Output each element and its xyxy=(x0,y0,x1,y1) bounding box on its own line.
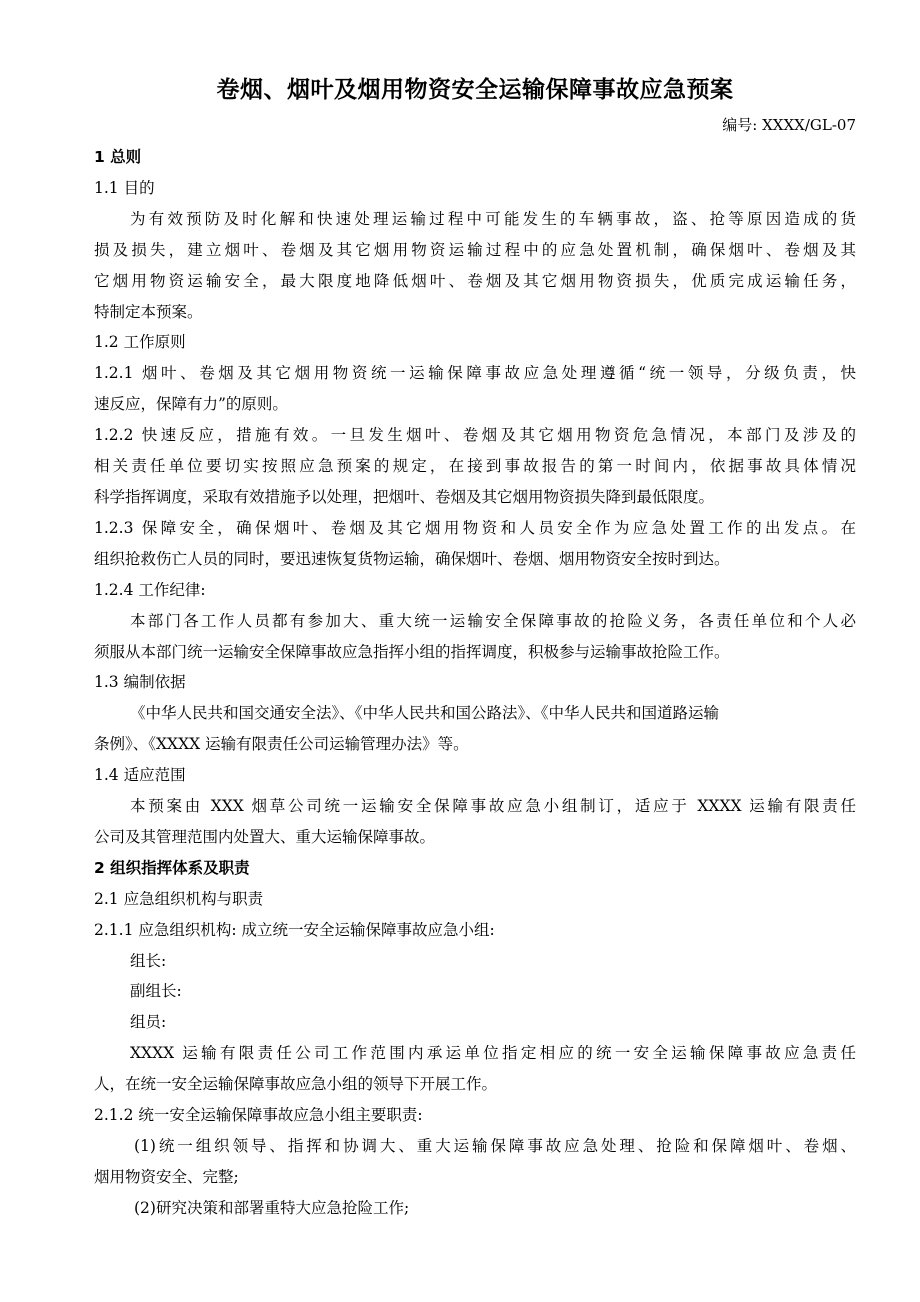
subsection-heading: 1.2 工作原则 xyxy=(94,333,186,352)
paragraph-line: 为有效预防及时化解和快速处理运输过程中可能发生的车辆事故，盗、抢等原因造成的货 xyxy=(130,209,856,228)
paragraph-line: 它烟用物资运输安全，最大限度地降低烟叶、卷烟及其它烟用物资损失，优质完成运输任务， xyxy=(94,271,856,290)
list-item-line: (2)研究决策和部署重特大应急抢险工作; xyxy=(134,1198,410,1217)
list-item-line: 烟用物资安全、完整; xyxy=(94,1167,239,1186)
paragraph-line: 相关责任单位要切实按照应急预案的规定，在接到事故报告的第一时间内，依据事故具体情况 xyxy=(94,457,856,476)
role-line: 副组长: xyxy=(130,982,182,1001)
paragraph-line: 科学指挥调度，采取有效措施予以处理，把烟叶、卷烟及其它烟用物资损失降到最低限度。 xyxy=(94,487,715,506)
section-heading: 2 组织指挥体系及职责 xyxy=(94,858,250,877)
subsection-heading: 1.4 适应范围 xyxy=(94,766,186,785)
subsection-heading: 2.1 应急组织机构与职责 xyxy=(94,889,264,908)
paragraph-line: 组织抢救伤亡人员的同时，要迅速恢复货物运输，确保烟叶、卷烟、烟用物资安全按时到达。 xyxy=(94,549,730,568)
paragraph-line: 条例》、《XXXX 运输有限责任公司运输管理办法》等。 xyxy=(94,735,469,754)
paragraph-line: 本部门各工作人员都有参加大、重大统一运输安全保障事故的抢险义务，各责任单位和个人必 xyxy=(130,611,856,630)
subsection-heading: 2.1.1 应急组织机构: 成立统一安全运输保障事故应急小组: xyxy=(94,920,495,939)
paragraph-line: XXXX 运输有限责任公司工作范围内承运单位指定相应的统一安全运输保障事故应急责任 xyxy=(130,1044,856,1063)
paragraph-line: 1.2.2 快速反应，措施有效。一旦发生烟叶、卷烟及其它烟用物资危急情况，本部门及涉及的 xyxy=(94,426,856,445)
paragraph-line: 1.2.1 烟叶、卷烟及其它烟用物资统一运输保障事故应急处理遵循“统一领导，分级负责，快 xyxy=(94,364,856,383)
subsection-heading: 1.3 编制依据 xyxy=(94,673,186,692)
paragraph-line: 特制定本预案。 xyxy=(94,302,203,321)
role-line: 组长: xyxy=(130,951,167,970)
subsection-heading: 1.2.4 工作纪律: xyxy=(94,580,206,599)
section-heading: 1 总则 xyxy=(94,148,142,166)
paragraph-line: 本预案由 XXX 烟草公司统一运输安全保障事故应急小组制订，适应于 XXXX 运输有限责任 xyxy=(130,797,856,816)
paragraph-line: 公司及其管理范围内处置大、重大运输保障事故。 xyxy=(94,827,436,846)
document-title: 卷烟、烟叶及烟用物资安全运输保障事故应急预案 xyxy=(216,77,734,103)
paragraph-line: 速反应，保障有力”的原则。 xyxy=(94,395,288,414)
role-line: 组员: xyxy=(130,1013,167,1032)
subsection-heading: 2.1.2 统一安全运输保障事故应急小组主要职责: xyxy=(94,1106,423,1125)
paragraph-line: 人，在统一安全运输保障事故应急小组的领导下开展工作。 xyxy=(94,1075,498,1094)
document-number: 编号: XXXX/GL-07 xyxy=(722,116,856,134)
paragraph-line: 损及损失，建立烟叶、卷烟及其它烟用物资运输过程中的应急处置机制，确保烟叶、卷烟及其 xyxy=(94,240,856,259)
list-item-line: (1)统一组织领导、指挥和协调大、重大运输保障事故应急处理、抢险和保障烟叶、卷烟、 xyxy=(134,1137,856,1155)
paragraph-line: 《中华人民共和国交通安全法》、《中华人民共和国公路法》、《中华人民共和国道路运输 xyxy=(130,704,720,723)
document-page xyxy=(94,70,856,1224)
document-body xyxy=(94,142,856,1224)
subsection-heading: 1.1 目的 xyxy=(94,178,155,197)
paragraph-line: 须服从本部门统一运输安全保障事故应急指挥小组的指挥调度，积极参与运输事故抢险工作。 xyxy=(94,642,730,661)
paragraph-line: 1.2.3 保障安全，确保烟叶、卷烟及其它烟用物资和人员安全作为应急处置工作的出发点。在 xyxy=(94,518,856,537)
